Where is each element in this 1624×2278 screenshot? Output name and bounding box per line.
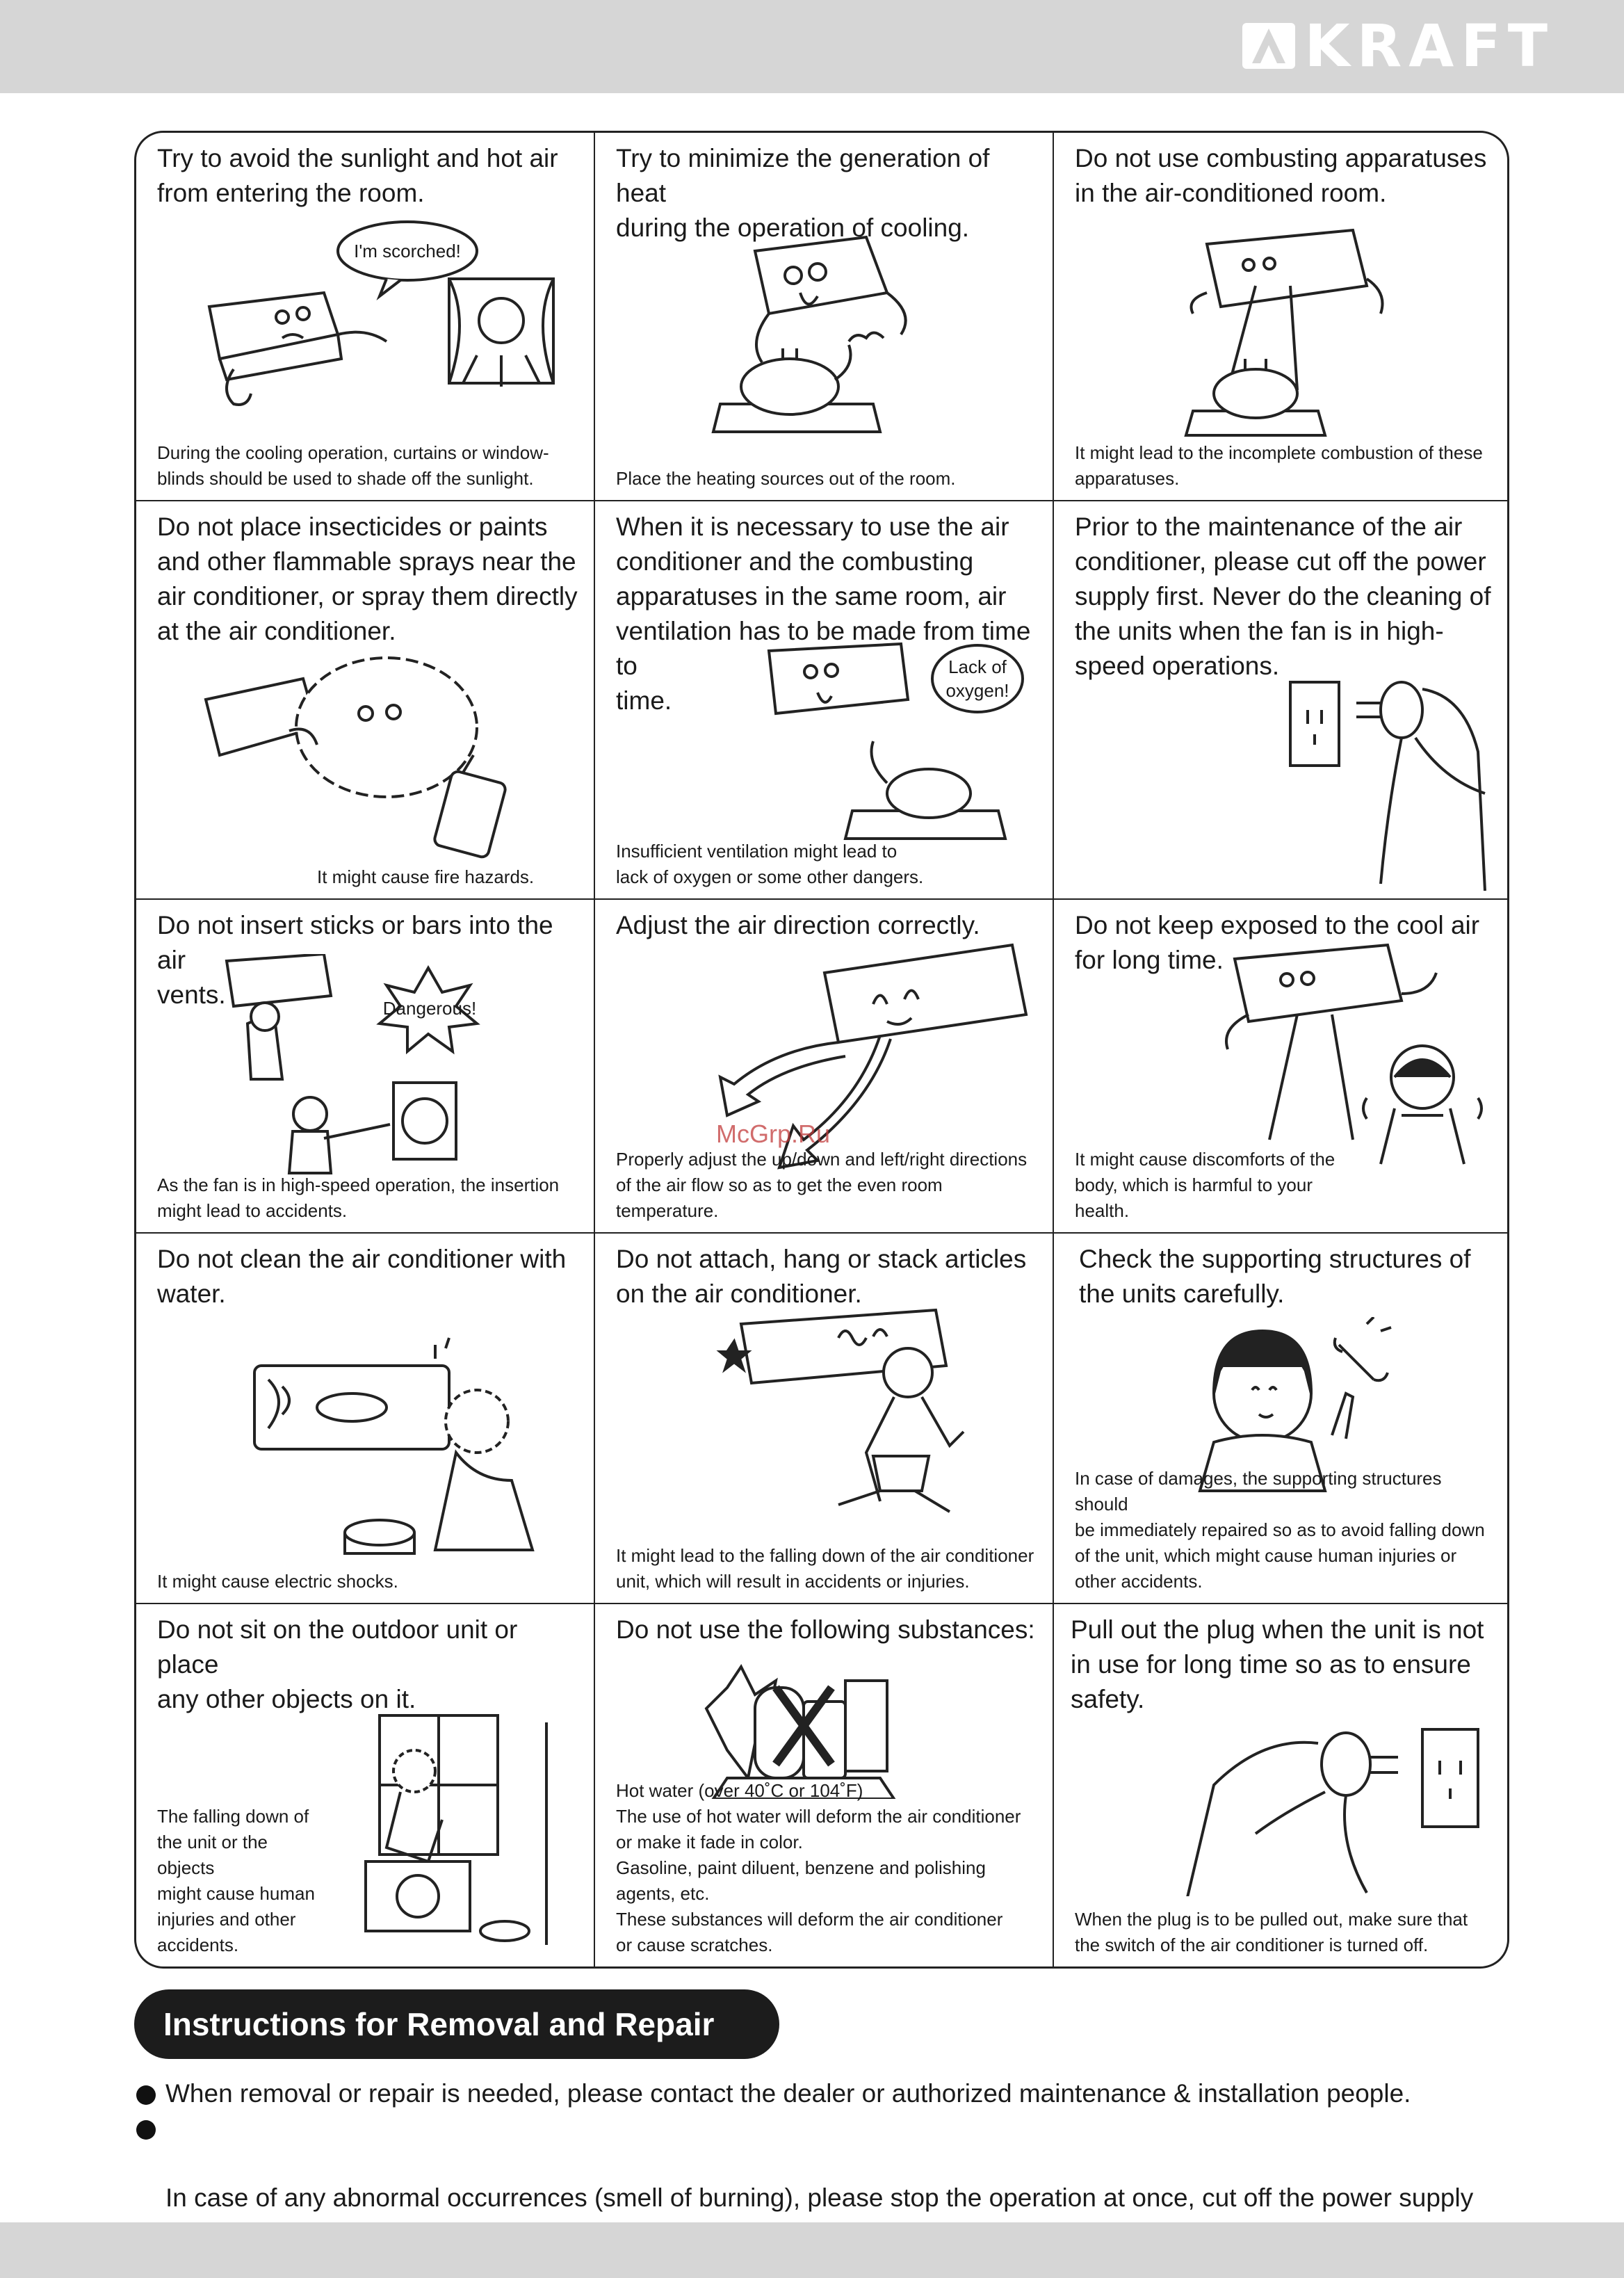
cell-note: In case of damages, the supporting structures should be immediately repaired so as to avoid falling down of the unit, which might cause human injuries or other accidents. xyxy=(1075,1468,1485,1592)
cell-title: Do not use the following substances: xyxy=(616,1615,1035,1644)
cell-note: Place the heating sources out of the room. xyxy=(616,468,956,489)
cell-title: Do not clean the air conditioner with water. xyxy=(157,1245,567,1308)
cell-title: Do not use combusting apparatuses in the air-conditioned room. xyxy=(1075,144,1487,207)
articles-illustration xyxy=(706,1303,1026,1526)
cell-note: When the plug is to be pulled out, make sure that the switch of the air conditioner is turned off. xyxy=(1075,1909,1468,1955)
cell-title: Pull out the plug when the unit is not in use for long time so as to ensure safety. xyxy=(1071,1615,1484,1713)
spray-illustration xyxy=(185,651,546,859)
safety-grid xyxy=(134,131,1509,1969)
brand-name: KRAFT xyxy=(1304,12,1554,80)
cell-note: It might cause fire hazards. xyxy=(317,866,535,887)
svg-text:I'm scorched!: I'm scorched! xyxy=(354,241,461,261)
outdoor-unit-illustration xyxy=(345,1708,581,1959)
bottom-bar xyxy=(0,2222,1624,2278)
cell-note: Properly adjust the up/down and left/right directions of the air flow so as to get the even room temperature. xyxy=(616,1149,1028,1221)
cell-cool-air xyxy=(1054,900,1507,1234)
kraft-logo xyxy=(1242,12,1554,80)
cell-minimize-heat xyxy=(595,133,1054,501)
cell-cut-power xyxy=(1054,501,1507,900)
cell-note: It might cause electric shocks. xyxy=(157,1571,398,1592)
cell-no-water xyxy=(136,1234,595,1604)
plug-illustration xyxy=(1283,661,1492,891)
cell-no-sitting xyxy=(136,1604,595,1966)
bullet-icon xyxy=(136,2085,156,2105)
cell-note: As the fan is in high-speed operation, the insertion might lead to accidents. xyxy=(157,1174,560,1221)
pull-plug-illustration xyxy=(1179,1722,1485,1896)
cell-title: Adjust the air direction correctly. xyxy=(616,911,980,939)
svg-text:Lack of: Lack of xyxy=(948,656,1007,677)
cell-avoid-sunlight xyxy=(136,133,595,501)
instruction-item xyxy=(136,2076,1513,2111)
sunlight-illustration xyxy=(178,216,567,418)
cell-air-direction xyxy=(595,900,1054,1234)
water-illustration xyxy=(241,1331,560,1560)
cell-no-sticks xyxy=(136,900,595,1234)
instruction-text: When removal or repair is needed, please contact the dealer or authorized maintenance & installation people. xyxy=(165,2079,1411,2108)
cell-note: It might lead to the incomplete combustion of these apparatuses. xyxy=(1075,442,1483,489)
cell-title: Try to avoid the sunlight and hot air from entering the room. xyxy=(157,144,558,207)
cell-title: Do not sit on the outdoor unit or place any other objects on it. xyxy=(157,1615,518,1713)
svg-text:oxygen!: oxygen! xyxy=(945,680,1009,701)
cell-title: Do not keep exposed to the cool air for long time. xyxy=(1075,911,1480,974)
cell-supporting-structures xyxy=(1054,1234,1507,1604)
cell-note: It might cause discomforts of the body, which is harmful to your health. xyxy=(1075,1149,1335,1221)
ventilation-illustration xyxy=(762,637,1040,846)
cell-substances xyxy=(595,1604,1054,1966)
cell-title: Prior to the maintenance of the air conditioner, please cut off the power supply first. Never do the cleaning of the units when the fan is in high- speed operations. xyxy=(1075,512,1491,680)
sticks-illustration xyxy=(213,954,560,1177)
cell-title: Try to minimize the generation of heat during the operation of cooling. xyxy=(616,144,990,242)
cell-note: The falling down of the unit or the objects might cause human injuries and other accidents. xyxy=(157,1806,315,1955)
watermark: McGrp.Ru xyxy=(716,1120,831,1148)
cell-title: Do not attach, hang or stack articles on the air conditioner. xyxy=(616,1245,1027,1308)
instruction-text: In case of any abnormal occurrences (smell of burning), please stop the operation at once, cut off the power supply xyxy=(165,2183,1474,2212)
heat-illustration xyxy=(679,216,971,446)
cell-ventilation xyxy=(595,501,1054,900)
bullet-icon xyxy=(136,2120,156,2140)
cell-no-articles xyxy=(595,1234,1054,1604)
cell-pull-plug xyxy=(1054,1604,1507,1966)
cell-title: When it is necessary to use the air conditioner and the combusting apparatuses in the same room, air ventilation has to be made from time to time. xyxy=(616,512,1031,715)
cell-note: It might lead to the falling down of the air conditioner unit, which will result in accidents or injuries. xyxy=(616,1545,1034,1592)
cell-no-sprays xyxy=(136,501,595,900)
section-title: Instructions for Removal and Repair xyxy=(134,1989,779,2059)
kraft-logo-icon xyxy=(1242,23,1295,69)
cell-no-combusting xyxy=(1054,133,1507,501)
cell-title: Check the supporting structures of the units carefully. xyxy=(1079,1245,1471,1308)
cell-note: During the cooling operation, curtains or window- blinds should be used to shade off the sunlight. xyxy=(157,442,549,489)
cell-note: Insufficient ventilation might lead to lack of oxygen or some other dangers. xyxy=(616,841,924,887)
top-bar xyxy=(0,0,1624,93)
cool-air-illustration xyxy=(1193,938,1492,1168)
combusting-illustration xyxy=(1179,216,1471,446)
cell-note: Hot water (over 40˚C or 104˚F) The use of hot water will deform the air conditioner or make it fade in color. Gasoline, paint diluent, benzene and polishing agents, etc. These substances will deform the air conditioner or cause scratches. xyxy=(616,1780,1021,1955)
svg-text:Dangerous!: Dangerous! xyxy=(382,998,477,1019)
cell-title: Do not insert sticks or bars into the air vents. xyxy=(157,911,553,1009)
cell-title: Do not place insecticides or paints and other flammable sprays near the air conditioner, or spray them directly at the air conditioner. xyxy=(157,512,578,645)
